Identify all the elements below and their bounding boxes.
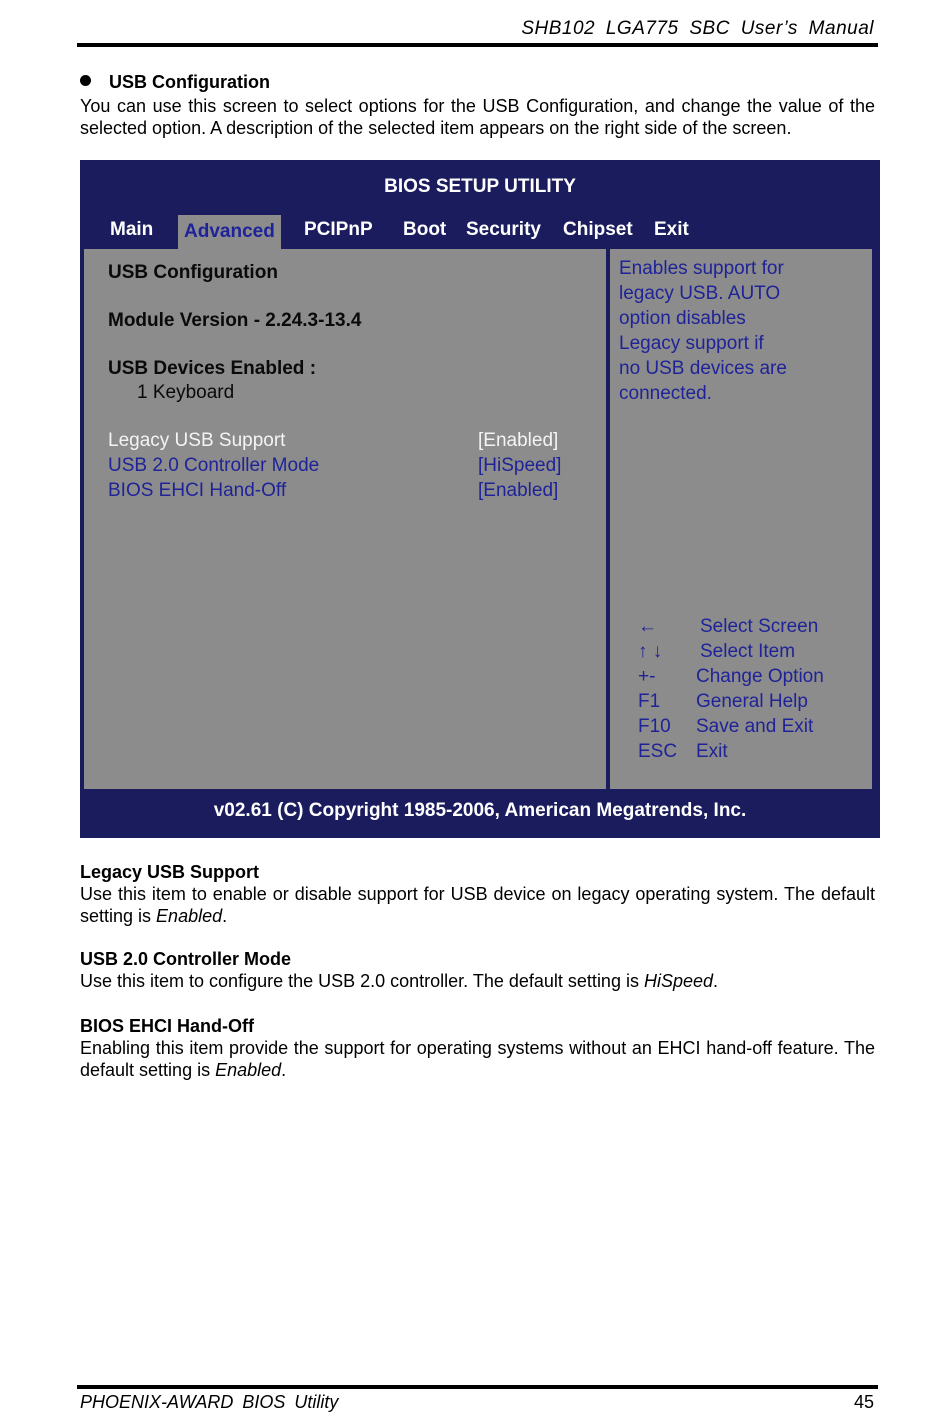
key-desc-change-option: Change Option [696,666,824,687]
item-description [80,883,875,927]
item-bios-ehci-handoff [80,1015,875,1081]
item-usb20-controller-mode [80,948,875,992]
item-text: Use this item to enable or disable support for USB device on legacy operating system. The default setting is [80,884,875,926]
left-arrow-icon: ← [638,616,657,637]
item-text: Enabling this item provide the support for operating systems without an EHCI hand-off feature. The default setting is [80,1038,875,1080]
option-usb20-controller-mode[interactable]: USB 2.0 Controller Mode [108,455,320,476]
item-legacy-usb-support [80,861,875,927]
option-bios-ehci-handoff[interactable]: BIOS EHCI Hand-Off [108,480,287,501]
item-default: HiSpeed [643,971,714,991]
tab-security[interactable]: Security [466,219,541,240]
footer-rule [77,1385,878,1389]
tab-main[interactable]: Main [110,219,154,240]
usb-devices-value: 1 Keyboard [137,382,235,403]
usb-devices-label: USB Devices Enabled : [108,358,317,379]
key-f10: F10 [638,716,671,737]
bios-page-heading: USB Configuration [108,262,278,283]
tab-advanced[interactable]: Advanced [178,215,281,250]
help-line: Enables support for [619,258,784,279]
tab-chipset[interactable]: Chipset [563,219,633,240]
tab-exit[interactable]: Exit [654,219,689,240]
bios-panel-divider [606,249,610,789]
option-usb20-controller-mode-value[interactable]: [HiSpeed] [478,455,562,476]
item-end: . [713,971,719,991]
option-legacy-usb-support-value[interactable]: [Enabled] [478,430,559,451]
key-esc: ESC [638,741,678,762]
bios-copyright: v02.61 (C) Copyright 1985-2006, American Megatrends, Inc. [213,800,747,821]
key-desc-select-screen: Select Screen [700,616,819,637]
section-heading-text: USB Configuration [109,72,270,92]
bios-title: BIOS SETUP UTILITY [384,176,576,197]
item-default: Enabled [156,906,223,926]
item-description [80,970,875,992]
bios-body [84,249,876,789]
key-desc-save-exit: Save and Exit [696,716,814,737]
key-f1: F1 [638,691,661,712]
option-legacy-usb-support[interactable]: Legacy USB Support [108,430,286,451]
bios-tab-bar [80,215,880,250]
option-bios-ehci-handoff-value[interactable]: [Enabled] [478,480,559,501]
help-line: Legacy support if [619,333,764,354]
help-line: no USB devices are [619,358,787,379]
key-plus-minus: +- [638,666,656,687]
item-text: Use this item to configure the USB 2.0 controller. The default setting is [80,971,644,991]
page-number: 45 [853,1392,874,1412]
item-description [80,1037,875,1081]
section-heading [80,72,270,93]
tab-pcipnp[interactable]: PCIPnP [304,219,373,240]
running-footer: PHOENIX-AWARD BIOS Utility [80,1392,339,1412]
key-desc-exit: Exit [696,741,728,762]
item-title: BIOS EHCI Hand-Off [80,1016,254,1036]
module-version: Module Version - 2.24.3-13.4 [108,310,362,331]
item-title: USB 2.0 Controller Mode [80,949,292,969]
help-panel [619,256,859,406]
key-desc-select-item: Select Item [700,641,796,662]
header-rule [77,43,878,47]
bios-screenshot [80,160,880,838]
tab-boot[interactable]: Boot [403,219,447,240]
bullet-icon [80,75,91,86]
help-line: legacy USB. AUTO [619,283,781,304]
help-line: connected. [619,383,712,404]
bios-right-border [872,249,876,789]
item-default: Enabled [215,1060,282,1080]
section-intro: You can use this screen to select options for the USB Configuration, and change the value of the selected option. A description of the selected item appears on the right side of the screen. [80,96,875,138]
item-end: . [222,906,228,926]
key-desc-general-help: General Help [696,691,808,712]
up-down-arrow-icon: ↑ ↓ [638,641,663,662]
item-end: . [281,1060,287,1080]
running-header: SHB102 LGA775 SBC User’s Manual [521,18,874,39]
help-line: option disables [619,308,746,329]
item-title: Legacy USB Support [80,862,260,882]
